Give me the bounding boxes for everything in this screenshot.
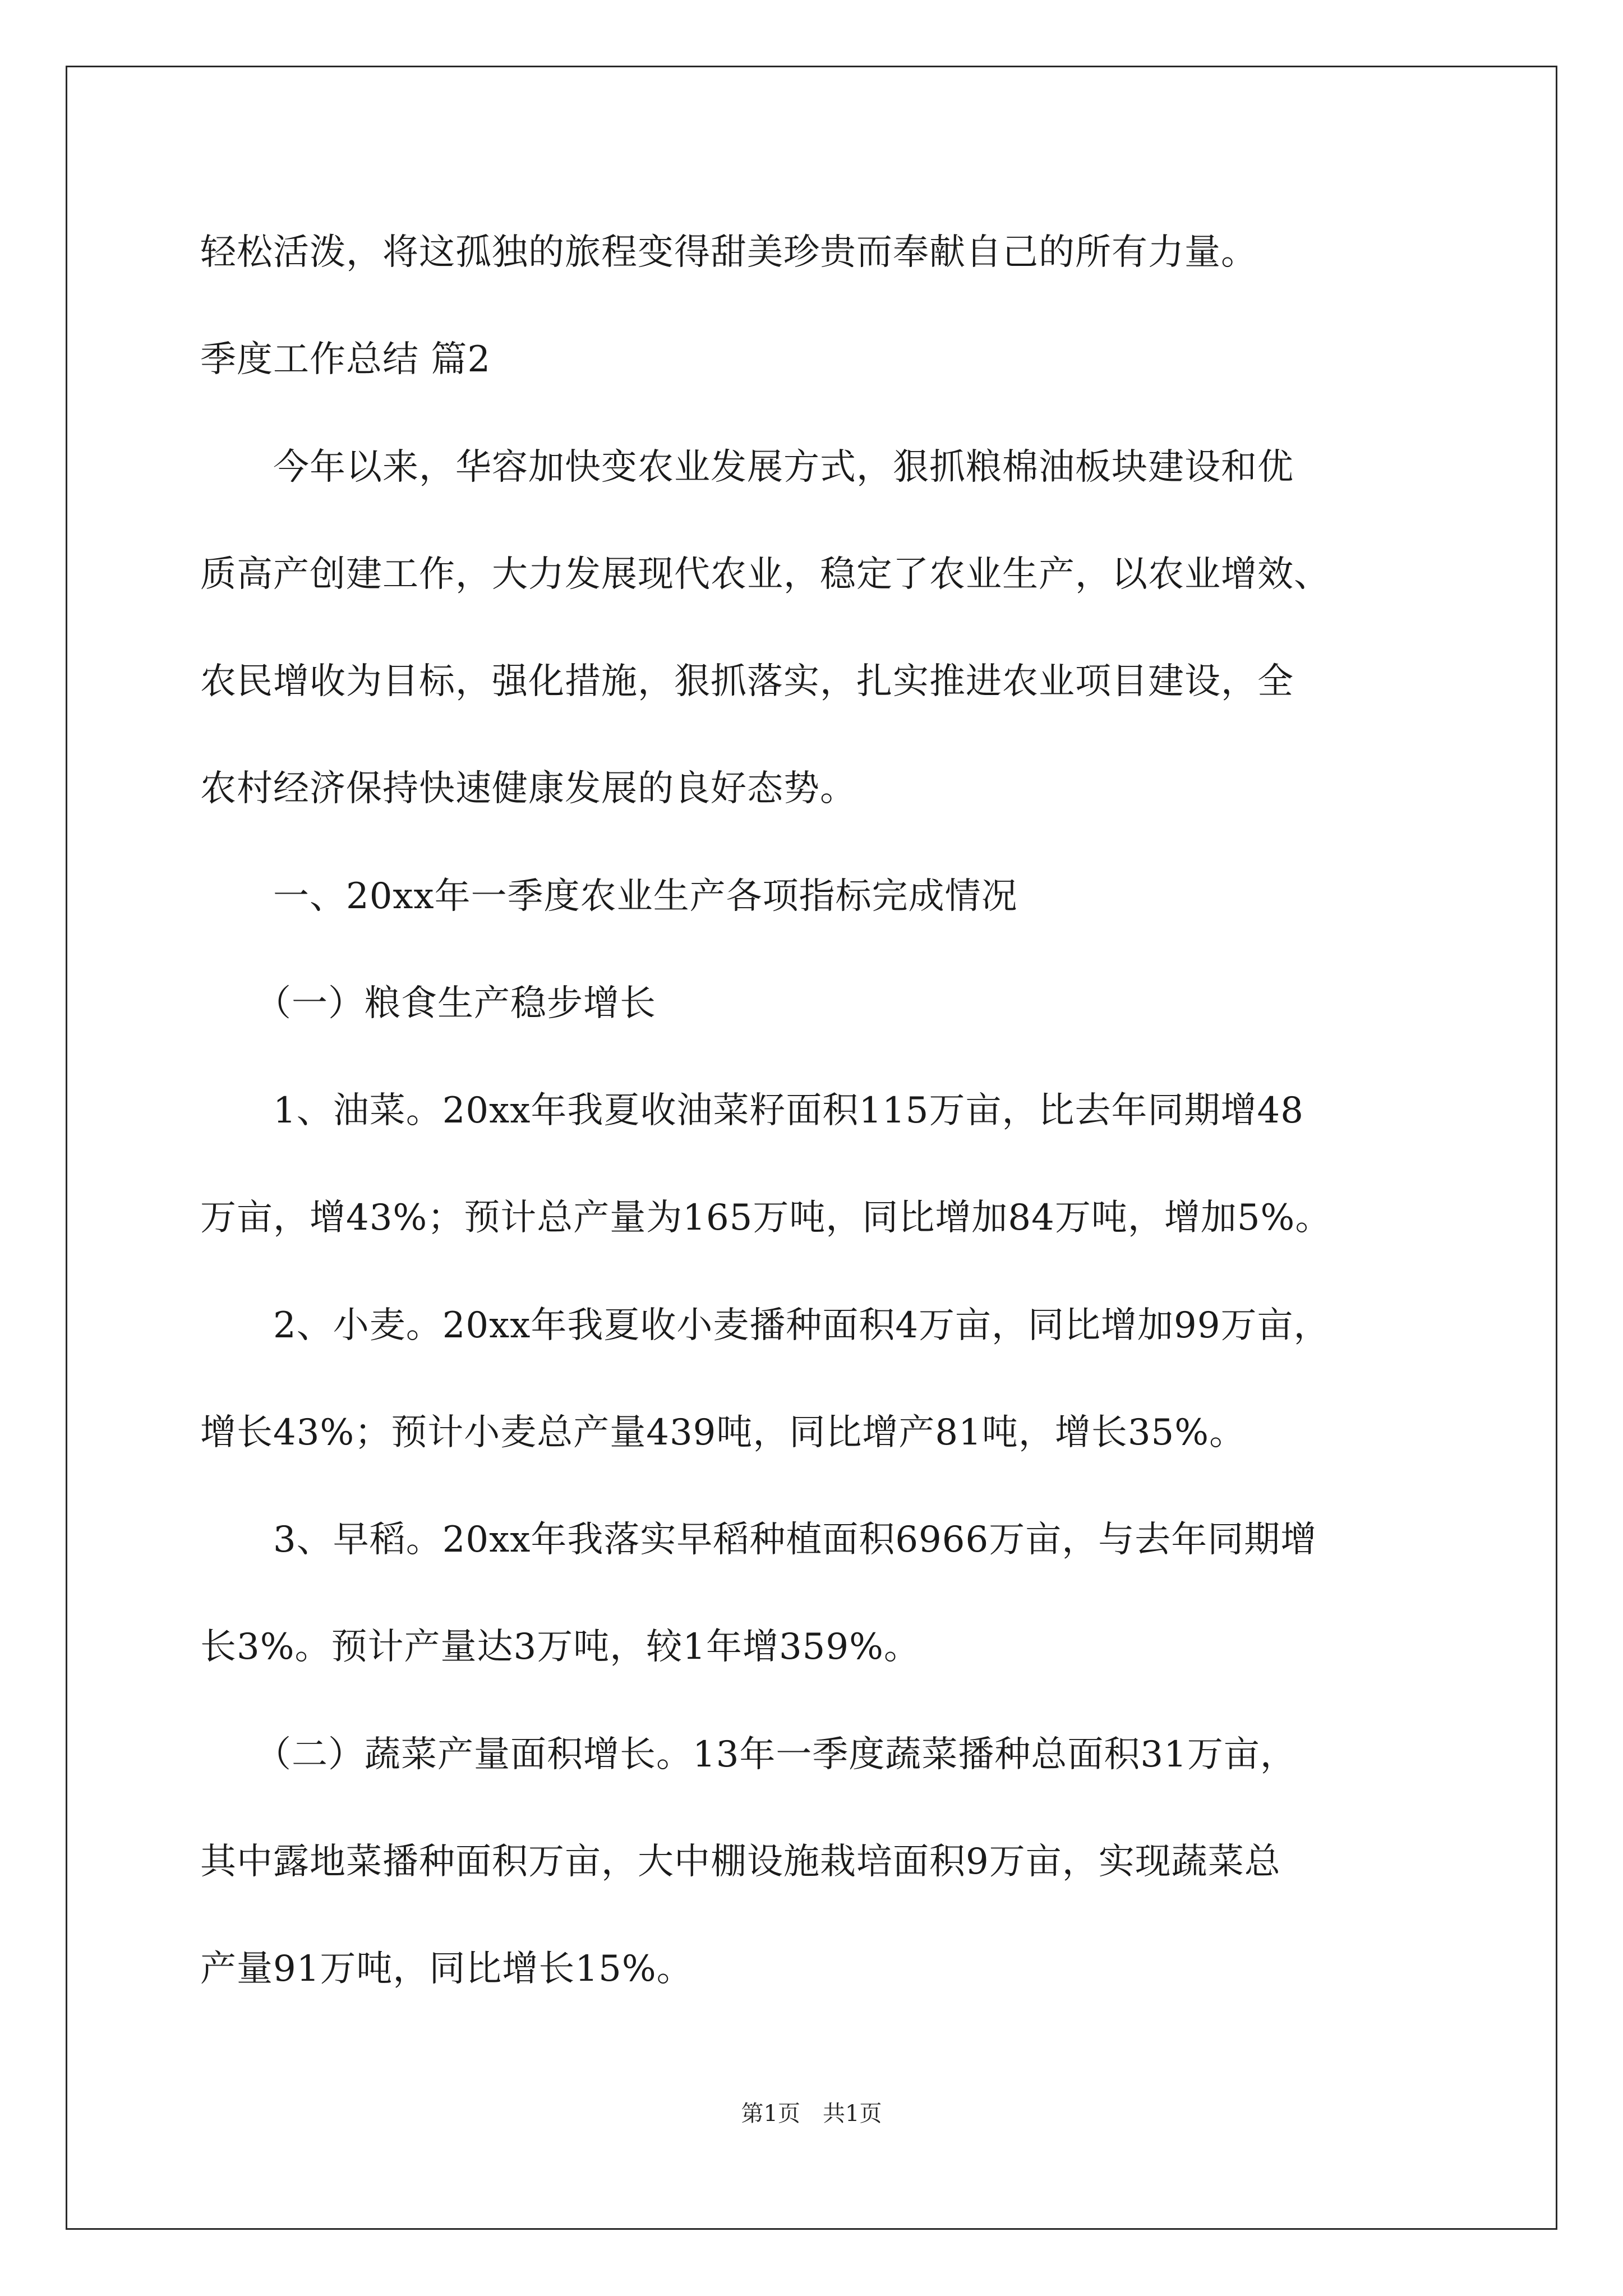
text-line-4: 质高产创建工作，大力发展现代农业，稳定了农业生产，以农业增效、 — [200, 554, 1330, 595]
text-line-11: 2、小麦。20xx年我夏收小麦播种面积4万亩，同比增加99万亩， — [200, 1305, 1330, 1346]
text-line-1: 轻松活泼，将这孤独的旅程变得甜美珍贵而奉献自己的所有力量。 — [200, 232, 1257, 273]
text-line-3: 今年以来，华容加快变农业发展方式，狠抓粮棉油板块建设和优 — [200, 447, 1294, 488]
text-line-12: 增长43%；预计小麦总产量439吨，同比增产81吨，增长35%。 — [200, 1412, 1246, 1453]
subheading-1: 一、20xx年一季度农业生产各项指标完成情况 — [200, 876, 1018, 917]
page-footer: 第1页 共1页 — [741, 2101, 882, 2127]
section-heading: 季度工作总结 篇2 — [200, 339, 491, 380]
text-line-14: 长3%。预计产量达3万吨，较1年增359%。 — [200, 1626, 920, 1668]
text-line-13: 3、早稻。20xx年我落实早稻种植面积6966万亩，与去年同期增 — [200, 1519, 1317, 1561]
text-line-6: 农村经济保持快速健康发展的良好态势。 — [200, 768, 856, 809]
subheading-2: （一）粮食生产稳步增长 — [200, 983, 656, 1024]
text-line-9: 1、油菜。20xx年我夏收油菜籽面积115万亩，比去年同期增48 — [200, 1090, 1304, 1131]
text-line-16: 其中露地菜播种面积万亩，大中棚设施栽培面积9万亩，实现蔬菜总 — [200, 1841, 1281, 1883]
text-line-17: 产量91万吨，同比增长15%。 — [200, 1948, 693, 1990]
page-border — [66, 66, 1557, 2230]
text-line-10: 万亩，增43%；预计总产量为165万吨，同比增加84万吨，增加5%。 — [200, 1197, 1332, 1239]
text-line-15: （二）蔬菜产量面积增长。13年一季度蔬菜播种总面积31万亩， — [200, 1734, 1297, 1775]
text-line-5: 农民增收为目标，强化措施，狠抓落实，扎实推进农业项目建设，全 — [200, 661, 1294, 702]
